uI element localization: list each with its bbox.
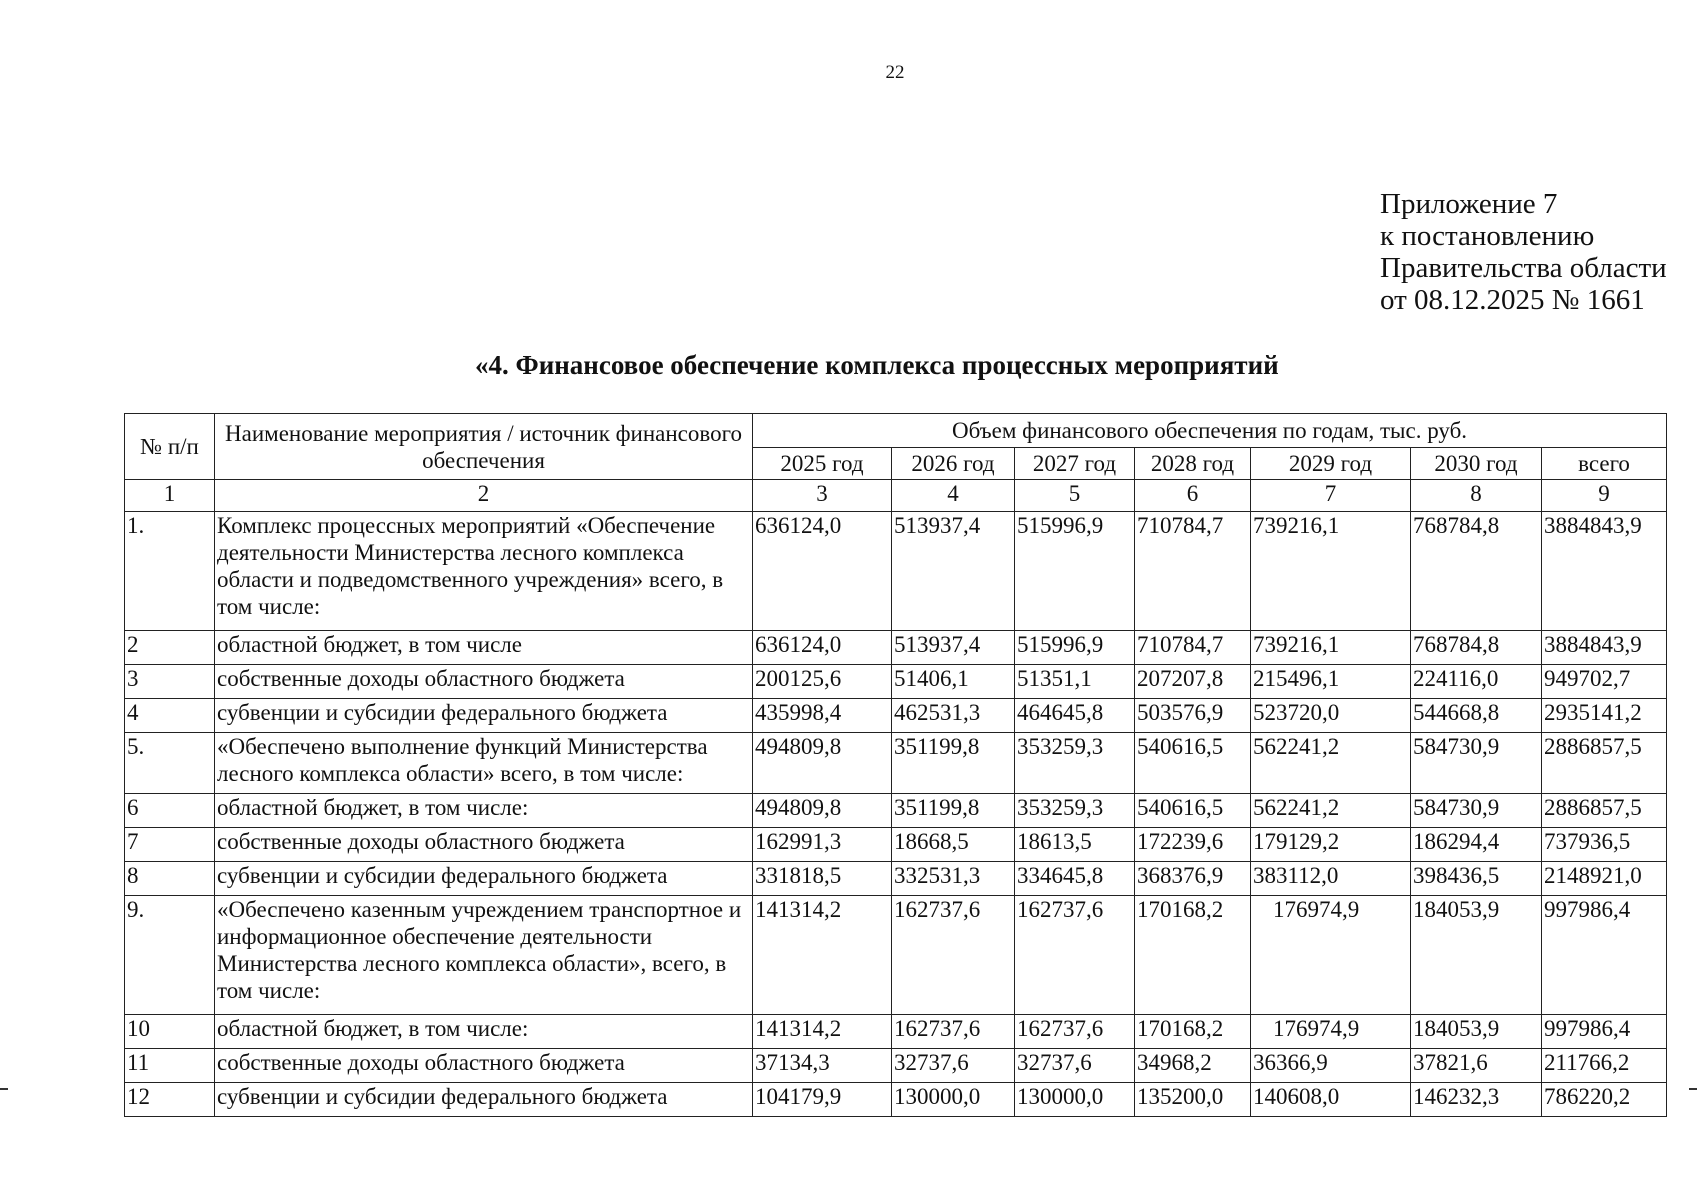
appendix-block	[1380, 188, 1667, 316]
header-year: 2028 год	[1135, 448, 1251, 480]
table-row	[125, 733, 1667, 794]
value-cell: 997986,4	[1542, 1015, 1667, 1049]
value-cell: 494809,8	[753, 794, 892, 828]
row-name: собственные доходы областного бюджета	[215, 828, 753, 862]
row-number: 1.	[125, 512, 215, 631]
value-cell: 513937,4	[892, 512, 1015, 631]
value-cell: 383112,0	[1251, 862, 1411, 896]
row-name: Комплекс процессных мероприятий «Обеспечение деятельности Министерства лесного комплекса области и подведомственного учреждения» всего, в том числе:	[215, 512, 753, 631]
row-number: 11	[125, 1049, 215, 1083]
value-cell: 562241,2	[1251, 794, 1411, 828]
value-cell: 768784,8	[1411, 512, 1542, 631]
document-title: «4. Финансовое обеспечение комплекса процессных мероприятий	[475, 350, 1279, 380]
header-year: 2025 год	[753, 448, 892, 480]
value-cell: 18668,5	[892, 828, 1015, 862]
row-number: 9.	[125, 896, 215, 1015]
value-cell: 176974,9	[1251, 896, 1411, 1015]
value-cell: 51351,1	[1015, 665, 1135, 699]
value-cell: 3884843,9	[1542, 512, 1667, 631]
value-cell: 398436,5	[1411, 862, 1542, 896]
value-cell: 503576,9	[1135, 699, 1251, 733]
table-row	[125, 665, 1667, 699]
header-year: 2030 год	[1411, 448, 1542, 480]
row-number: 12	[125, 1083, 215, 1117]
table-row	[125, 1083, 1667, 1117]
row-number: 4	[125, 699, 215, 733]
value-cell: 34968,2	[1135, 1049, 1251, 1083]
value-cell: 51406,1	[892, 665, 1015, 699]
value-cell: 36366,9	[1251, 1049, 1411, 1083]
value-cell: 515996,9	[1015, 631, 1135, 665]
value-cell: 37134,3	[753, 1049, 892, 1083]
value-cell: 351199,8	[892, 733, 1015, 794]
appendix-line-1: Приложение 7	[1380, 188, 1558, 220]
value-cell: 540616,5	[1135, 733, 1251, 794]
value-cell: 211766,2	[1542, 1049, 1667, 1083]
header-number: № п/п	[125, 414, 215, 480]
table-row	[125, 896, 1667, 1015]
value-cell: 949702,7	[1542, 665, 1667, 699]
appendix-line-4: от 08.12.2025 № 1661	[1380, 284, 1645, 316]
column-number: 1	[125, 480, 215, 512]
value-cell: 737936,5	[1542, 828, 1667, 862]
value-cell: 786220,2	[1542, 1083, 1667, 1117]
page-number: 22	[885, 62, 905, 83]
column-number: 5	[1015, 480, 1135, 512]
value-cell: 710784,7	[1135, 512, 1251, 631]
row-number: 2	[125, 631, 215, 665]
value-cell: 351199,8	[892, 794, 1015, 828]
value-cell: 332531,3	[892, 862, 1015, 896]
value-cell: 513937,4	[892, 631, 1015, 665]
column-number: 8	[1411, 480, 1542, 512]
scan-edge-mark-right	[1689, 1088, 1697, 1090]
value-cell: 768784,8	[1411, 631, 1542, 665]
row-name: «Обеспечено выполнение функций Министерства лесного комплекса области» всего, в том числе:	[215, 733, 753, 794]
header-year: 2029 год	[1251, 448, 1411, 480]
row-name: «Обеспечено казенным учреждением транспортное и информационное обеспечение деятельности Министерства лесного комплекса области», всего, в том числе:	[215, 896, 753, 1015]
value-cell: 523720,0	[1251, 699, 1411, 733]
row-number: 5.	[125, 733, 215, 794]
row-number: 6	[125, 794, 215, 828]
value-cell: 544668,8	[1411, 699, 1542, 733]
value-cell: 464645,8	[1015, 699, 1135, 733]
row-number: 8	[125, 862, 215, 896]
value-cell: 162737,6	[1015, 896, 1135, 1015]
value-cell: 224116,0	[1411, 665, 1542, 699]
value-cell: 141314,2	[753, 1015, 892, 1049]
value-cell: 162991,3	[753, 828, 892, 862]
value-cell: 2886857,5	[1542, 733, 1667, 794]
scan-edge-mark-left	[0, 1088, 8, 1090]
value-cell: 334645,8	[1015, 862, 1135, 896]
value-cell: 186294,4	[1411, 828, 1542, 862]
value-cell: 353259,3	[1015, 733, 1135, 794]
value-cell: 636124,0	[753, 631, 892, 665]
header-year: 2027 год	[1015, 448, 1135, 480]
table-row	[125, 699, 1667, 733]
table-row	[125, 512, 1667, 631]
appendix-line-3: Правительства области	[1380, 252, 1667, 284]
value-cell: 170168,2	[1135, 1015, 1251, 1049]
table-row	[125, 862, 1667, 896]
value-cell: 184053,9	[1411, 896, 1542, 1015]
value-cell: 179129,2	[1251, 828, 1411, 862]
column-number: 2	[215, 480, 753, 512]
value-cell: 32737,6	[892, 1049, 1015, 1083]
row-name: субвенции и субсидии федерального бюджета	[215, 1083, 753, 1117]
header-total: всего	[1542, 448, 1667, 480]
column-numbers-row	[125, 480, 1667, 512]
table-row	[125, 828, 1667, 862]
value-cell: 636124,0	[753, 512, 892, 631]
row-name: собственные доходы областного бюджета	[215, 665, 753, 699]
row-name: субвенции и субсидии федерального бюджета	[215, 862, 753, 896]
value-cell: 2886857,5	[1542, 794, 1667, 828]
value-cell: 515996,9	[1015, 512, 1135, 631]
header-volume: Объем финансового обеспечения по годам, тыс. руб.	[753, 414, 1667, 448]
value-cell: 104179,9	[753, 1083, 892, 1117]
value-cell: 435998,4	[753, 699, 892, 733]
value-cell: 207207,8	[1135, 665, 1251, 699]
column-number: 9	[1542, 480, 1667, 512]
value-cell: 562241,2	[1251, 733, 1411, 794]
value-cell: 135200,0	[1135, 1083, 1251, 1117]
row-number: 3	[125, 665, 215, 699]
value-cell: 176974,9	[1251, 1015, 1411, 1049]
column-number: 4	[892, 480, 1015, 512]
table-row	[125, 631, 1667, 665]
column-number: 7	[1251, 480, 1411, 512]
value-cell: 18613,5	[1015, 828, 1135, 862]
value-cell: 494809,8	[753, 733, 892, 794]
value-cell: 140608,0	[1251, 1083, 1411, 1117]
value-cell: 2935141,2	[1542, 699, 1667, 733]
value-cell: 215496,1	[1251, 665, 1411, 699]
value-cell: 710784,7	[1135, 631, 1251, 665]
value-cell: 37821,6	[1411, 1049, 1542, 1083]
value-cell: 3884843,9	[1542, 631, 1667, 665]
value-cell: 141314,2	[753, 896, 892, 1015]
column-number: 6	[1135, 480, 1251, 512]
row-name: областной бюджет, в том числе:	[215, 794, 753, 828]
value-cell: 739216,1	[1251, 512, 1411, 631]
row-name: субвенции и субсидии федерального бюджета	[215, 699, 753, 733]
value-cell: 162737,6	[892, 1015, 1015, 1049]
table-row	[125, 794, 1667, 828]
value-cell: 170168,2	[1135, 896, 1251, 1015]
value-cell: 353259,3	[1015, 794, 1135, 828]
table-row	[125, 1015, 1667, 1049]
value-cell: 130000,0	[892, 1083, 1015, 1117]
value-cell: 200125,6	[753, 665, 892, 699]
value-cell: 368376,9	[1135, 862, 1251, 896]
row-name: собственные доходы областного бюджета	[215, 1049, 753, 1083]
value-cell: 162737,6	[892, 896, 1015, 1015]
column-number: 3	[753, 480, 892, 512]
row-name: областной бюджет, в том числе	[215, 631, 753, 665]
financing-table	[124, 413, 1667, 1117]
header-year: 2026 год	[892, 448, 1015, 480]
header-name: Наименование мероприятия / источник финансового обеспечения	[215, 414, 753, 480]
value-cell: 584730,9	[1411, 794, 1542, 828]
value-cell: 172239,6	[1135, 828, 1251, 862]
value-cell: 997986,4	[1542, 896, 1667, 1015]
value-cell: 739216,1	[1251, 631, 1411, 665]
value-cell: 184053,9	[1411, 1015, 1542, 1049]
value-cell: 540616,5	[1135, 794, 1251, 828]
value-cell: 584730,9	[1411, 733, 1542, 794]
value-cell: 32737,6	[1015, 1049, 1135, 1083]
value-cell: 2148921,0	[1542, 862, 1667, 896]
table-row	[125, 1049, 1667, 1083]
row-name: областной бюджет, в том числе:	[215, 1015, 753, 1049]
value-cell: 130000,0	[1015, 1083, 1135, 1117]
row-number: 10	[125, 1015, 215, 1049]
row-number: 7	[125, 828, 215, 862]
value-cell: 146232,3	[1411, 1083, 1542, 1117]
appendix-line-2: к постановлению	[1380, 220, 1595, 252]
value-cell: 462531,3	[892, 699, 1015, 733]
value-cell: 162737,6	[1015, 1015, 1135, 1049]
value-cell: 331818,5	[753, 862, 892, 896]
